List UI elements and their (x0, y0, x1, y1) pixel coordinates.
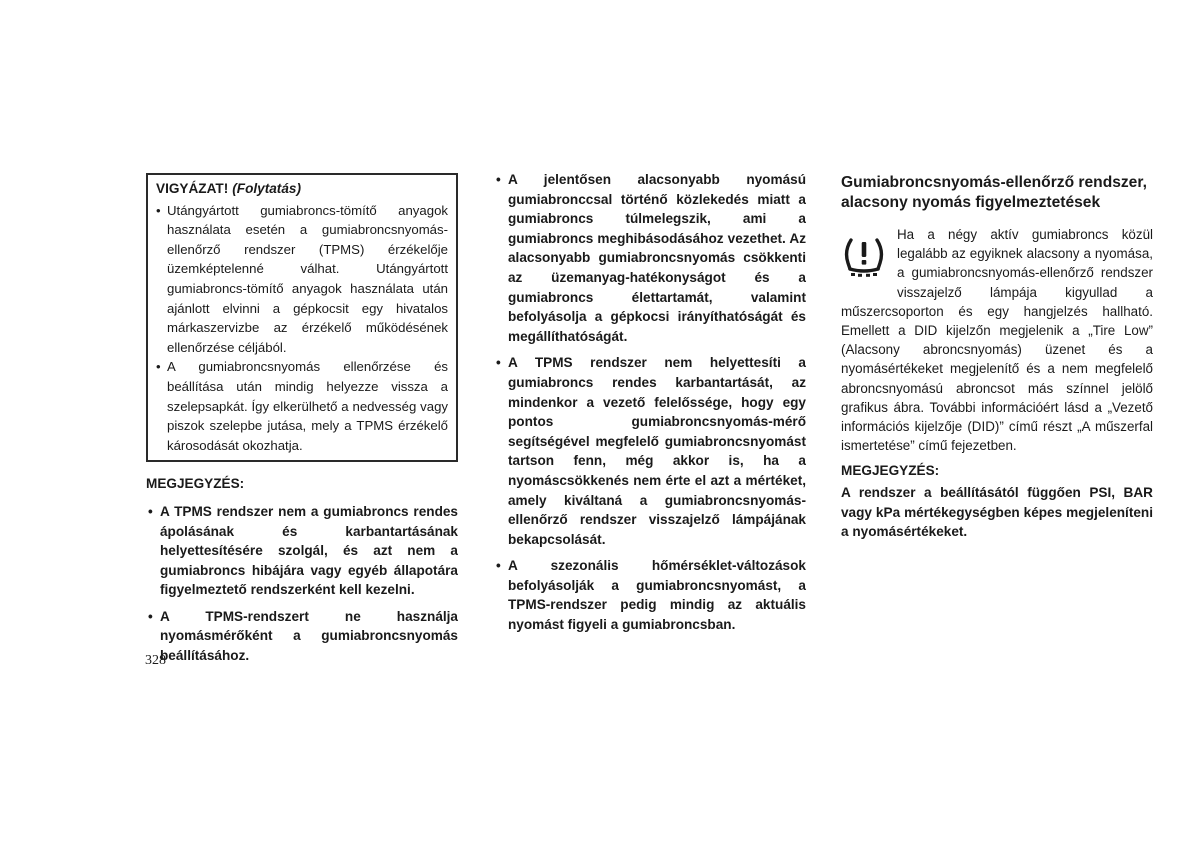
note-list (146, 502, 458, 666)
warning-list (494, 170, 806, 635)
caution-continued: (Folytatás) (232, 181, 301, 196)
note-body: A rendszer a beállításától függően PSI, BAR vagy kPa mértékegységben képes megjeleníteni a nyomásértékeket. (841, 485, 1153, 540)
note-heading: MEGJEGYZÉS: (841, 463, 940, 479)
left-column (146, 173, 458, 671)
note-item: • A TPMS rendszer nem a gumiabroncs rendes ápolásának és karbantartásának helyettesítésére szolgál, és azt nem a gumiabroncs hibájára vagy egyéb állapotára figyelmeztető rendszerként kell kezelni. (146, 502, 458, 600)
list-item: • A TPMS rendszer nem helyettesíti a gumiabroncs rendes karbantartását, az mindenkor a vezető felelőssége, hogy egy pontos gumiabroncsnyomás-mérő segítségével megfelelő gumiabroncsnyomást tartson fenn, még akkor is, ha a nyomáscsökkenés nem érte el azt a mértéket, amely kiváltaná a gumiabroncsnyomás-ellenőrző rendszer visszajelző lámpájának bekapcsolását. (494, 353, 806, 549)
list-item: • A szezonális hőmérséklet-változások befolyásolják a gumiabroncsnyomást, a TPMS-rendszer pedig mindig az aktuális nyomást figyeli a gumiabroncsban. (494, 556, 806, 634)
caution-item: • Utángyártott gumiabroncs-tömítő anyagok használata esetén a gumiabroncsnyomás-ellenőrző rendszer (TPMS) érzékelője üzemképtelenné válhat. Utángyártott gumiabroncs-tömítő anyagok használata után ajánlott elvinni a gépkocsit egy hivatalos márkaszervizbe az érzékelő működésének ellenőrzése céljából. (156, 201, 448, 358)
section-title: Gumiabroncsnyomás-ellenőrző rendszer, alacsony nyomás figyelmeztetések (841, 174, 1147, 211)
caution-item: • A gumiabroncsnyomás ellenőrzése és beállítása után mindig helyezze vissza a szelepsapkát. Így elkerülhető a nedvesség vagy piszok szelepbe jutása, mely a TPMS érzékelő károsodását okozhatja. (156, 357, 448, 455)
tpms-paragraph (841, 225, 1153, 455)
page-number: 328 (145, 653, 166, 668)
note-heading: MEGJEGYZÉS: (146, 476, 245, 492)
caution-heading (156, 179, 448, 199)
caution-title: VIGYÁZAT! (156, 181, 229, 196)
caution-box (146, 173, 458, 462)
note-item: • A TPMS-rendszert ne használja nyomásmérőként a gumiabroncsnyomás beállításához. (146, 607, 458, 666)
middle-column (494, 170, 806, 640)
tpms-paragraph-text: Ha a négy aktív gumiabroncs közül legalább az egyiknek alacsony a nyomása, a gumiabroncsnyomás-ellenőrző rendszer visszajelző lámpája kigyullad a műszercsoporton és egy hangjelzés hallható. Emellett a DID kijelzőn megjelenik a „Tire Low” (Alacsony abroncsnyomás) üzenet és a nyomásértékeket megjelenítő és a nem megfelelő abroncsnyomású abroncsot más színnel jelölő grafikus ábra. További információért lásd a „Vezető információs kijelzője (DID)” című részt „A műszerfal ismertetése” című fejezetben. (841, 227, 1153, 454)
list-item: • A jelentősen alacsonyabb nyomású gumiabronccsal történő közlekedés miatt a gumiabroncs túlmelegszik, ami a gumiabroncs meghibásodásához vezethet. Az alacsonyabb gumiabroncsnyomás csökkenti az üzemanyag-hatékonyságot és a gumiabroncs élettartamát, valamint befolyásolja a gépkocsi irányíthatóságát és megállíthatóságát. (494, 170, 806, 346)
tpms-warning-icon (841, 233, 887, 279)
right-column (841, 173, 1153, 542)
